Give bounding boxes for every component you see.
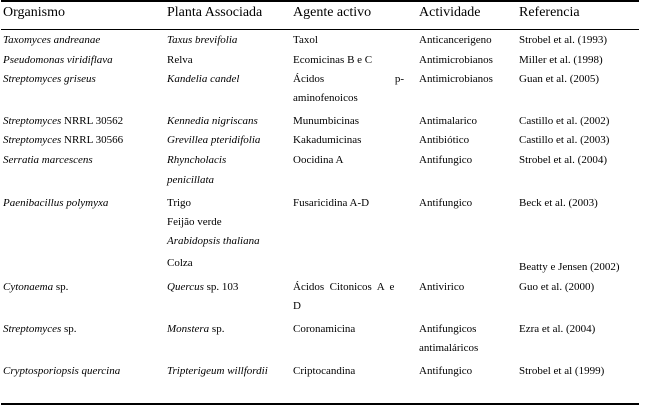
reference-cell: Beck et al. (2003) <box>519 197 598 209</box>
organism-cell: Pseudomonas viridiflava <box>3 54 113 66</box>
organism-cell: Streptomyces griseus <box>3 73 96 85</box>
agent-cell: Fusaricidina A-D <box>293 197 370 209</box>
activity-cell: Antivirico <box>419 281 465 293</box>
plant-cell: Tripterigeum willfordii <box>167 365 268 377</box>
plant-cell: Kandelia candel <box>167 73 240 85</box>
agent-cell-line <box>293 73 404 86</box>
activity-cell: Antibiótico <box>419 134 470 146</box>
agent-cell: Munumbicinas <box>293 115 359 127</box>
plant-cell-line: Arabidopsis thaliana <box>167 235 260 247</box>
organism-cell <box>3 281 68 294</box>
activity-cell: Antifungico <box>419 154 473 166</box>
organism-strain: sp. <box>53 281 69 293</box>
reference-cell: Strobel et al (1999) <box>519 365 605 377</box>
column-header-referencia: Referencia <box>519 5 580 20</box>
organism-strain: NRRL 30566 <box>61 134 124 146</box>
activity-cell-line: Antifungicos <box>419 323 477 335</box>
activity-cell: Antimicrobianos <box>419 54 493 66</box>
plant-genus: Quercus <box>167 281 204 293</box>
plant-cell-line: Rhyncholacis <box>167 154 227 166</box>
activity-cell: Antifungico <box>419 197 473 209</box>
table-top-rule <box>1 0 639 2</box>
organism-cell: Taxomyces andreanae <box>3 34 101 46</box>
plant-cell <box>167 323 224 336</box>
organism-cell <box>3 323 77 336</box>
agent-word: p- <box>394 73 404 85</box>
agent-cell-line: aminofenoicos <box>293 92 358 104</box>
organism-cell: Cryptosporiopsis quercina <box>3 365 121 377</box>
plant-cell-line: penicillata <box>167 174 215 186</box>
organism-genus: Streptomyces <box>3 115 62 127</box>
organism-genus: Streptomyces <box>3 323 62 335</box>
column-header-organismo: Organismo <box>3 5 65 20</box>
activity-cell: Antimalarico <box>419 115 478 127</box>
table-bottom-rule <box>1 403 639 405</box>
organism-genus: Streptomyces <box>3 134 62 146</box>
activity-cell: Antifungico <box>419 365 473 377</box>
plant-cell <box>167 281 238 294</box>
reference-cell: Strobel et al. (1993) <box>519 34 607 46</box>
agent-cell-line: Ácidos Citonicos A e <box>293 281 395 293</box>
column-header-planta: Planta Associada <box>167 5 263 20</box>
organism-cell <box>3 134 123 147</box>
reference-cell: Strobel et al. (2004) <box>519 154 607 166</box>
plant-cell-line: Feijão verde <box>167 216 222 228</box>
organism-cell: Paenibacillus polymyxa <box>3 197 109 209</box>
agent-cell: Criptocandina <box>293 365 356 377</box>
organism-strain: sp. <box>61 323 77 335</box>
plant-cell-line: Trigo <box>167 197 192 209</box>
header-bottom-rule <box>1 29 639 30</box>
agent-word: Ácidos <box>293 73 325 85</box>
agent-cell: Ecomicinas B e C <box>293 54 373 66</box>
plant-cell: Taxus brevifolia <box>167 34 238 46</box>
plant-cell-line: Colza <box>167 257 193 269</box>
plant-rest: sp. 103 <box>203 281 239 293</box>
agent-cell-line: D <box>293 300 301 312</box>
reference-cell: Miller et al. (1998) <box>519 54 603 66</box>
column-header-agente: Agente activo <box>293 5 372 20</box>
reference-cell: Ezra et al. (2004) <box>519 323 596 335</box>
reference-cell: Castillo et al. (2002) <box>519 115 610 127</box>
reference-cell: Guo et al. (2000) <box>519 281 595 293</box>
agent-cell: Coronamicina <box>293 323 356 335</box>
reference-cell: Guan et al. (2005) <box>519 73 600 85</box>
plant-rest: sp. <box>209 323 225 335</box>
activity-cell: Anticancerigeno <box>419 34 492 46</box>
reference-cell: Beatty e Jensen (2002) <box>519 261 620 273</box>
activity-cell-line: antimaláricos <box>419 342 479 354</box>
plant-cell: Grevillea pteridifolia <box>167 134 261 146</box>
organism-genus: Cytonaema <box>3 281 54 293</box>
organism-strain: NRRL 30562 <box>61 115 124 127</box>
agent-cell: Taxol <box>293 34 318 46</box>
plant-cell: Kennedia nigriscans <box>167 115 258 127</box>
plant-cell: Relva <box>167 54 193 66</box>
organism-cell <box>3 115 123 128</box>
agent-cell: Kakadumicinas <box>293 134 362 146</box>
agent-cell: Oocidina A <box>293 154 344 166</box>
activity-cell: Antimicrobianos <box>419 73 493 85</box>
reference-cell: Castillo et al. (2003) <box>519 134 610 146</box>
plant-genus: Monstera <box>167 323 210 335</box>
organism-cell: Serratia marcescens <box>3 154 93 166</box>
column-header-actividade: Actividade <box>419 5 481 20</box>
